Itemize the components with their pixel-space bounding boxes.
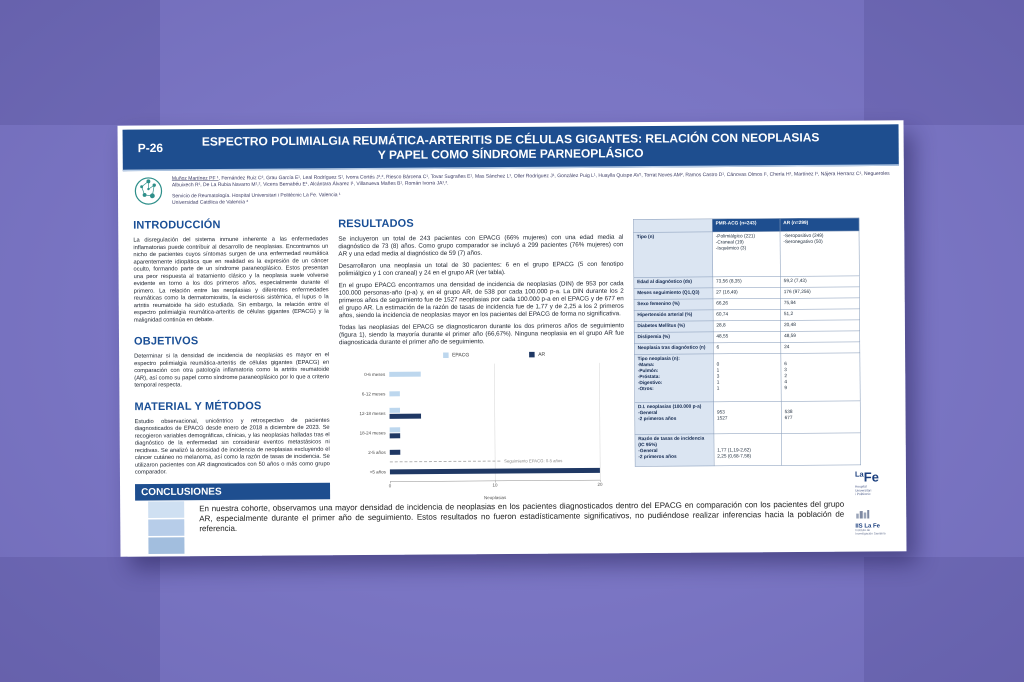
table-row-label: Tipo neoplasia (n): -Mama: -Pulmón: -Próstata: -Digestivo: -Otros: (634, 354, 713, 403)
bar-group (389, 407, 421, 418)
affiliation-1: Servicio de Reumatología. Hospital Universitari i Politècnic La Fe. Valencia ¹ (171, 192, 341, 199)
table-cell: 953 1527 (714, 401, 782, 433)
x-tick: 10 (492, 482, 498, 488)
middle-column (338, 215, 625, 501)
table-row-label: Meses seguimiento (Q1,Q3) (634, 288, 713, 300)
decorative-square (148, 537, 184, 554)
title-banner (123, 124, 899, 171)
section-heading-material-metodos: MATERIAL Y MÉTODOS (134, 399, 262, 413)
first-author: Muñoz Martínez PF ¹ (171, 175, 219, 182)
table-header-ar: AR (n=299) (780, 218, 859, 232)
other-authors: , Fernández Ruiz C², Grau García E¹, Leal Rodríguez S¹, Ivorra Cortés J¹,², Riesco Bárcena C¹, Tovar Sugrañes E¹, Mas Sánchez L¹, Oller Rodríguez J¹, González Puig L¹, Huaylla Quispe AV¹, Torrat Noves AM², Ramos Castro D¹, Cánovas Olmos I¹, Chería H¹, Martínez I¹, Nájera Herranz C¹, Negueroles Albuixech R¹, De La Rubia Navarro M¹,², Vicens Bernabéu E¹, Alcántara Álvarez I¹, Villanueva Mañes B¹, Román Ivorra JA¹,². (171, 170, 890, 188)
table-row (635, 433, 861, 467)
bar-group (389, 391, 400, 396)
table-cell: 59,2 (7,43) (780, 276, 859, 288)
table-cell: 1,77 (1,19-2,62) 2,25 (0,68-7,58) (714, 433, 782, 465)
table-cell: -Seropositivo (249) -Seronegativo (50) (780, 231, 859, 277)
table-row-label: Sexo femenino (%) (634, 299, 713, 311)
bar-group (390, 468, 600, 474)
table-cell: 66,26 (713, 298, 781, 309)
table-row-label: Neoplasia tras diagnóstico (n) (634, 343, 713, 355)
bar-ar (390, 468, 600, 474)
resultados-paragraph-2: Desarrollaron una neoplasia un total de 30 pacientes: 6 en el grupo EPACG (5 con fenotipo polimiálgico y 1 con craneal) y 24 en el grupo AR (ver tabla). (338, 260, 624, 277)
affiliation-2: Universidad Católica de Valencia ² (172, 199, 249, 206)
table-cell: 28,8 (713, 320, 781, 331)
authors-block (133, 170, 891, 209)
bar-ar (390, 433, 401, 438)
bar-ar (390, 413, 422, 418)
iis-lafe-logo (855, 509, 898, 536)
resultados-paragraph-1: Se incluyeron un total de 243 pacientes con EPACG (66% mujeres) con una edad media al diagnóstico de 73 (8) años. Como grupo comparador se incluyó a 299 pacientes (76% mujeres) con AR y una edad media al diagnóstico de 59 (7) años. (338, 233, 624, 258)
material-metodos-text: Estudio observacional, unicéntrico y retrospectivo de pacientes diagnosticados de EPACG desde enero de 2018 a diciembre de 2023. Se recogieron variables demográficas, clínicas, y las neoplasias halladas tras el diagnóstico de la enfermedad sin considerar eventos metastásicos ni recidivas. Se analizó la densidad de incidencia de neoplasias excluyendo el cáncer cutáneo no melanoma, así como la razón de tasas de incidencia. Se utilizaron pacientes con AR diagnosticados con 50 años o más como grupo comparador. (134, 417, 330, 476)
chart-row (339, 402, 624, 423)
bar-group (390, 427, 401, 438)
table-row-label: Dislipemia (%) (634, 332, 713, 344)
chart-row (339, 363, 624, 384)
left-column (133, 217, 330, 500)
institution-logos (855, 470, 898, 536)
decorative-square (148, 519, 184, 536)
objetivos-text: Determinar si la densidad de incidencia de neoplasias es mayor en el espectro polimialgia reumática-arteritis de células gigantes (EPACG) en comparación con otra patología inflamatoria como la artritis reumatoide (AR), así como su papel como síndrome paraneoplásico por lo que a criterio temporal respecta. (134, 351, 330, 389)
dashed-line (390, 461, 500, 463)
category-label: 18-24 meses (359, 430, 386, 436)
table-row (634, 353, 860, 403)
annotation-label: Seguimiento EPACG: 0-5 años (504, 458, 563, 464)
chart-row (339, 382, 624, 403)
lafe-logo-fe: Fe (863, 469, 879, 485)
table-cell: 73,56 (8,35) (713, 276, 781, 287)
table-cell: 51,2 (781, 309, 860, 321)
bar-epacg (389, 391, 400, 396)
table-cell: 6 3 2 4 9 (781, 353, 860, 402)
table-row-label: D.I. neoplasias (100.000 p-a) -General -2 primeros años (635, 402, 714, 435)
bar-epacg (389, 371, 421, 376)
corner-shade (0, 557, 160, 682)
chart-x-axis (388, 480, 603, 490)
section-heading-objetivos: OBJETIVOS (133, 334, 199, 348)
table-cell: 0 1 3 1 1 (713, 353, 781, 401)
author-list (172, 170, 891, 188)
table-cell: 60,74 (713, 309, 781, 320)
corner-shade (0, 0, 160, 125)
table-row (635, 401, 861, 435)
conclusion-band (135, 497, 859, 555)
lafe-logo-la: La (854, 470, 864, 479)
category-label: 12-18 meses (359, 410, 386, 416)
x-tick: 0 (388, 483, 392, 489)
legend-item-ar (529, 352, 545, 358)
corner-shade (864, 0, 1024, 125)
chart-row (340, 421, 625, 442)
table-cell: 176 (97,256) (780, 287, 859, 299)
results-table (633, 218, 861, 467)
iis-lafe-subtext: Instituto de Investigación Sanitaria (855, 528, 886, 536)
corner-shade (864, 557, 1024, 682)
table-cell: 6 (713, 342, 781, 353)
chart-legend (389, 351, 599, 358)
legend-label: AR (538, 351, 546, 358)
poster (118, 120, 907, 556)
bar-ar (390, 450, 401, 455)
lafe-logo (855, 470, 898, 496)
table-corner-cell (633, 219, 712, 233)
table-row-label: Diabetes Mellitus (%) (634, 321, 713, 333)
bar-epacg (389, 408, 400, 413)
right-column (633, 218, 861, 467)
bar-group (390, 450, 401, 455)
lafe-logo-subtext: Hospital Universitari i Politècnic (855, 485, 872, 497)
category-label: 0-6 meses (364, 371, 386, 377)
legend-label: EPACG (452, 352, 470, 358)
bar-group (389, 371, 421, 376)
figure-neoplasias-chart (339, 351, 625, 501)
table-row-label: Edad al diagnóstico (ds) (634, 277, 713, 289)
table-header-pmr-acg: PMR-ACG (n=243) (712, 218, 780, 231)
table-row-label: Tipo (n) (634, 232, 713, 278)
category-label: 2-5 años (368, 449, 386, 455)
x-tick: 20 (597, 481, 603, 487)
conclusion-text: En nuestra cohorte, observamos una mayor densidad de incidencia de neoplasias en los pacientes diagnosticados dentro del EPACG en comparación con los pacientes del grupo AR, especialmente durante el primer año de seguimiento. Estos resultados no fueron estadísticamente significativos, no pudiéndose realizar inferencias hacia la población de referencia. (199, 500, 845, 534)
building-icon (855, 512, 870, 521)
category-label: >5 años (369, 469, 386, 475)
decorative-square (148, 501, 184, 518)
table-cell: 20,48 (781, 320, 860, 332)
table-cell (781, 433, 860, 466)
legend-swatch (529, 352, 535, 358)
decorative-squares (148, 501, 184, 554)
section-heading-resultados: RESULTADOS (338, 216, 414, 230)
chart-x-axis-label: Neoplasias (483, 495, 507, 501)
resultados-paragraph-4: Todas las neoplasias del EPACG se diagnosticaron durante los dos primeros años de seguimiento (figura 1), siendo la mayoría durante el primer año (66,67%). Ninguna neoplasia en el grupo AR fue diagnosticada durante el primer año de seguimiento. (338, 321, 624, 346)
table-cell: 48,59 (781, 331, 860, 343)
iis-lafe-name: IIS La Fe (855, 521, 881, 529)
table-row-label: Hipertensión arterial (%) (634, 310, 713, 322)
introduccion-text: La disregulación del sistema inmune inherente a las enfermedades inflamatorias puede contribuir al desarrollo de neoplasias. Encontramos un nicho de pacientes cuyos síntomas surgen de una enfermedad reumática aparentemente idiopática que en realidad es la expresión de un cáncer oculto, formando parte de un síndrome paraneoplásico. Estos presentan una peor respuesta al tratamiento clásico y la neoplasia suele volverse evidente en torno a los dos primeros años, especialmente durante el primero. La relación entre las neoplasias y diferentes enfermedades reumáticas como la dermatomiositis, la esclerosis sistémica, el lupus o la artritis reumatoide ha sido estudiada. Sin embargo, la relación entre el espectro polimialgia reumática-arteritis de células gigantes (EPACG) y la malignidad continúa en debate. (133, 235, 329, 323)
chart-plot-area (339, 363, 625, 482)
section-heading-introduccion: INTRODUCCIÓN (133, 218, 221, 232)
poster-code: P-26 (137, 141, 164, 156)
table-row (634, 231, 860, 278)
poster-title: ESPECTRO POLIMIALGIA REUMÁTICA-ARTERITIS DE CÉLULAS GIGANTES: RELACIÓN CON NEOPLASIAS Y PAPEL COMO SÍNDROME PARNEOPLÁSICO (201, 130, 820, 162)
rheumatology-society-logo-icon (133, 175, 164, 209)
table-cell: 27 (16,49) (713, 287, 781, 298)
affiliations (172, 188, 891, 206)
table-cell: 538 677 (781, 401, 860, 434)
section-heading-conclusiones: CONCLUSIONES (135, 483, 330, 501)
table-cell: 24 (781, 342, 860, 354)
legend-item-epacg (443, 352, 469, 358)
category-label: 6-12 meses (361, 391, 386, 397)
bar-epacg (390, 427, 401, 432)
resultados-paragraph-3: En el grupo EPACG encontramos una densidad de incidencia de neoplasias (DIN) de 953 por cada 100.000 personas-año (p-a) y, en el grupo AR, de 538 por cada 100.000 p-a. La DIN durante los 2 primeros años de seguimiento fue de 1527 neoplasias por cada 100.000 p-a en el EPACG y de 677 en el grupo AR. La estimación de la razón de tasas de incidencia fue de 1,77 y de 2,25 a los 2 primeros años, siendo la incidencia de neoplasias mayor en los pacientes del EPACG de forma no significativa. (338, 279, 624, 319)
table-cell: 75,84 (781, 298, 860, 310)
table-row-label: Razón de tasas de incidencia (IC 95%) -General -2 primeros años (635, 434, 714, 467)
legend-swatch (443, 352, 449, 358)
table-cell: 48,55 (713, 331, 781, 342)
table-cell: -Polimiálgico (221) -Craneal (19) -Isquémico (3) (712, 231, 780, 276)
